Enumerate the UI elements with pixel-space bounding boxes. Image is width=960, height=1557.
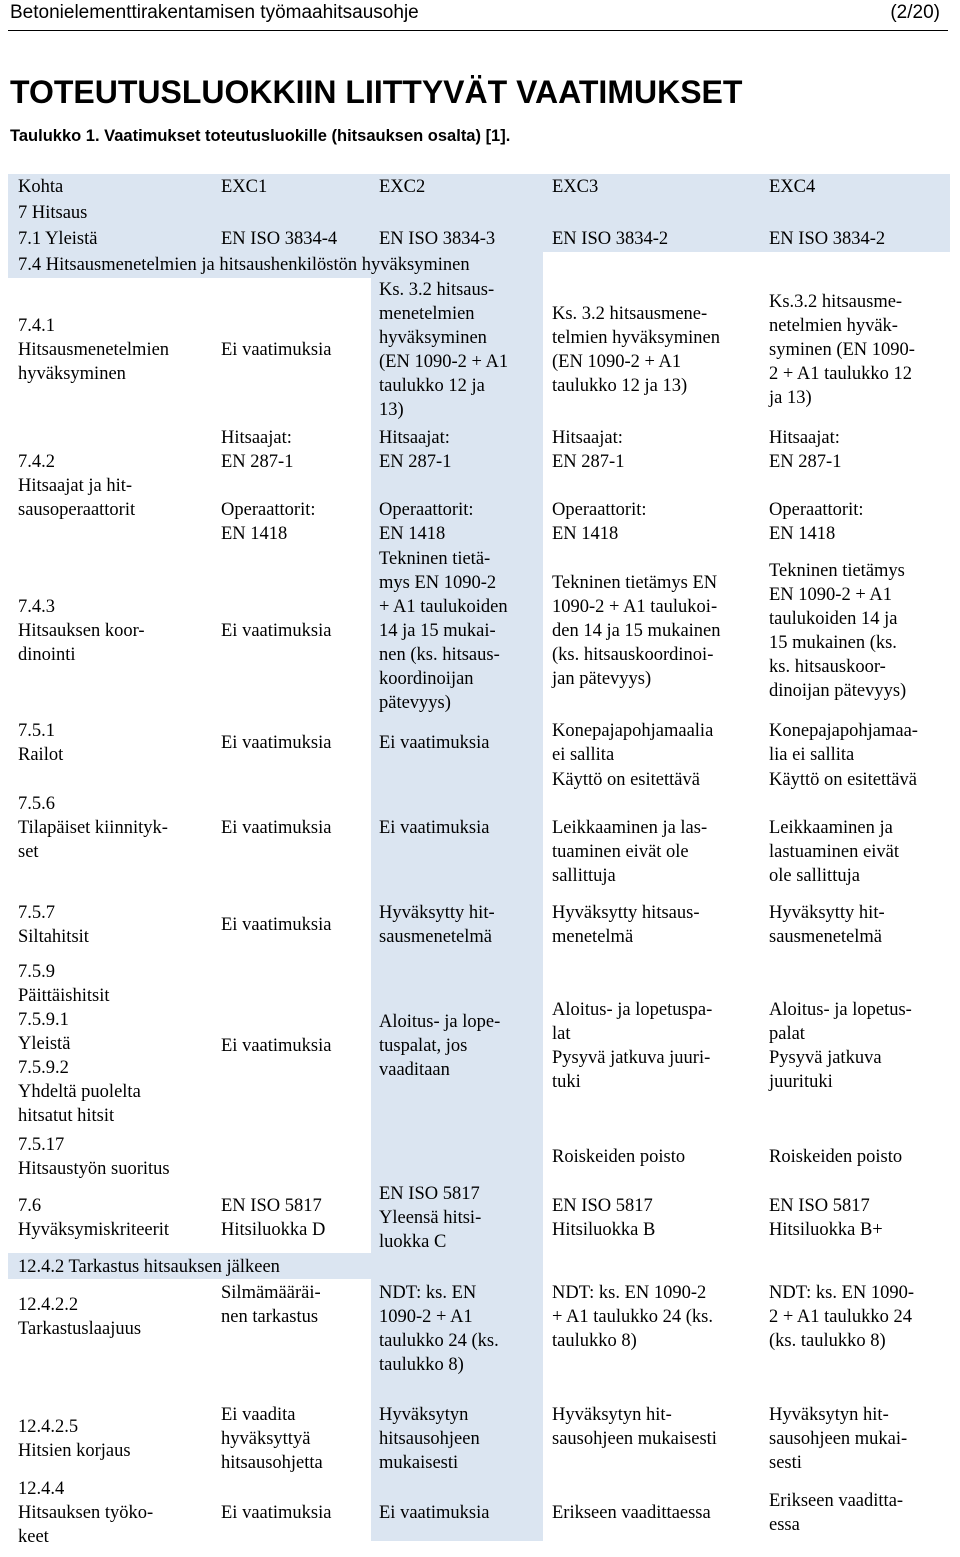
row-12-4-2-2-exc1: Silmämääräi- nen tarkastus: [221, 1283, 321, 1327]
row-7-4-2-exc1-operators: Operaattorit: EN 1418: [221, 500, 316, 544]
row-7-1-exc1: EN ISO 3834-4: [221, 229, 338, 249]
section-row-hitsaus: 7 Hitsaus: [18, 203, 88, 223]
row-12-4-2-2-exc2: NDT: ks. EN 1090-2 + A1 taulukko 24 (ks. taulukko 8): [379, 1283, 499, 1375]
row-7-5-1-exc4: Konepajapohjamaa- lia ei sallita: [769, 721, 918, 765]
row-7-4-3-exc4: Tekninen tietämys EN 1090-2 + A1 taulukoiden 14 ja 15 mukainen (ks. ks. hitsauskoor- dinoijan pätevyys): [769, 561, 907, 701]
document-title: Betonielementtirakentamisen työmaahitsausohje: [10, 2, 419, 23]
row-7-4-2-label: 7.4.2 Hitsaajat ja hit- sausoperaattorit: [18, 452, 136, 520]
column-header-exc3: EXC3: [552, 177, 599, 197]
row-7-4-1-exc1: Ei vaatimuksia: [221, 340, 332, 360]
row-7-4-3-exc2: Tekninen tietä- mys EN 1090-2 + A1 taulukoiden 14 ja 15 mukai- nen (ks. hitsaus- koordinoijan pätevyys): [379, 549, 508, 713]
row-7-1-exc3: EN ISO 3834-2: [552, 229, 669, 249]
row-7-5-6-exc2: Ei vaatimuksia: [379, 818, 490, 838]
row-7-4-3-label: 7.4.3 Hitsauksen koor- dinointi: [18, 597, 145, 665]
row-7-5-1-label: 7.5.1 Railot: [18, 721, 64, 765]
row-7-4-2-exc3-welders: Hitsaajat: EN 287-1: [552, 428, 625, 472]
row-7-5-9-exc4: Aloitus- ja lopetus- palat Pysyvä jatkuva juurituki: [769, 1000, 912, 1092]
row-7-5-7-exc1: Ei vaatimuksia: [221, 915, 332, 935]
column-header-kohta: Kohta: [18, 177, 64, 197]
header-rule: [8, 30, 948, 31]
row-7-6-exc1: EN ISO 5817 Hitsiluokka D: [221, 1196, 326, 1240]
row-7-5-7-label: 7.5.7 Siltahitsit: [18, 903, 89, 947]
running-header: [10, 2, 940, 28]
row-12-4-2-5-exc4: Hyväksytyn hit- sausohjeen mukai- sesti: [769, 1405, 908, 1473]
row-7-5-6-exc4-use: Käyttö on esitettävä: [769, 770, 917, 790]
row-7-4-2-exc2-welders: Hitsaajat: EN 287-1: [379, 428, 452, 472]
row-7-5-9-exc1: Ei vaatimuksia: [221, 1036, 332, 1056]
row-7-5-6-label: 7.5.6 Tilapäiset kiinnityk- set: [18, 794, 168, 862]
row-12-4-4-exc1: Ei vaatimuksia: [221, 1503, 332, 1523]
section-band-hitsaus: [8, 200, 950, 226]
row-7-6-exc2: EN ISO 5817 Yleensä hitsi- luokka C: [379, 1184, 482, 1252]
page-number: (2/20): [890, 2, 940, 23]
section-row-12-4-2: 12.4.2 Tarkastus hitsauksen jälkeen: [18, 1257, 280, 1277]
column-header-exc1: EXC1: [221, 177, 268, 197]
row-7-4-2-exc4-welders: Hitsaajat: EN 287-1: [769, 428, 842, 472]
row-7-4-1-exc2: Ks. 3.2 hitsaus- menetelmien hyväksyminen (EN 1090-2 + A1 taulukko 12 ja 13): [379, 280, 509, 420]
section-row-7-4: 7.4 Hitsausmenetelmien ja hitsaushenkilöstön hyväksyminen: [18, 255, 470, 275]
row-7-4-1-label: 7.4.1 Hitsausmenetelmien hyväksyminen: [18, 316, 170, 384]
row-12-4-4-label: 12.4.4 Hitsauksen työko- keet: [18, 1479, 154, 1547]
row-7-1-exc2: EN ISO 3834-3: [379, 229, 496, 249]
row-7-5-7-exc4: Hyväksytty hit- sausmenetelmä: [769, 903, 885, 947]
row-12-4-4-exc2: Ei vaatimuksia: [379, 1503, 490, 1523]
table-caption: Taulukko 1. Vaatimukset toteutusluokille (hitsauksen osalta) [1].: [10, 127, 511, 145]
row-7-5-1-exc3: Konepajapohjamaalia ei sallita: [552, 721, 714, 765]
row-7-6-exc3: EN ISO 5817 Hitsiluokka B: [552, 1196, 656, 1240]
row-7-5-1-exc1: Ei vaatimuksia: [221, 733, 332, 753]
row-7-4-2-exc2-operators: Operaattorit: EN 1418: [379, 500, 474, 544]
row-7-6-exc4: EN ISO 5817 Hitsiluokka B+: [769, 1196, 883, 1240]
row-7-5-9-exc3: Aloitus- ja lopetuspa- lat Pysyvä jatkuva juuri- tuki: [552, 1000, 713, 1092]
row-7-5-9-exc2: Aloitus- ja lope- tuspalat, jos vaaditaan: [379, 1012, 501, 1080]
row-12-4-2-5-exc2: Hyväksytyn hitsausohjeen mukaisesti: [379, 1405, 480, 1473]
row-7-1-exc4: EN ISO 3834-2: [769, 229, 886, 249]
row-7-5-6-exc3-cut: Leikkaaminen ja las- tuaminen eivät ole sallittuja: [552, 818, 708, 886]
row-7-4-2-exc3-operators: Operaattorit: EN 1418: [552, 500, 647, 544]
row-12-4-4-exc4: Erikseen vaaditta- essa: [769, 1491, 904, 1535]
row-7-5-9-label: 7.5.9 Päittäishitsit 7.5.9.1 Yleistä 7.5.9.2 Yhdeltä puolelta hitsatut hitsit: [18, 962, 141, 1126]
row-7-5-7-exc2: Hyväksytty hit- sausmenetelmä: [379, 903, 495, 947]
column-header-exc2: EXC2: [379, 177, 426, 197]
row-7-5-6-exc4-cut: Leikkaaminen ja lastuaminen eivät ole sallittuja: [769, 818, 899, 886]
row-7-4-3-exc3: Tekninen tietämys EN 1090-2 + A1 taulukoi- den 14 ja 15 mukainen (ks. hitsauskoordinoi- jan pätevyys): [552, 573, 721, 689]
row-7-5-6-exc1: Ei vaatimuksia: [221, 818, 332, 838]
row-12-4-4-exc3: Erikseen vaadittaessa: [552, 1503, 711, 1523]
row-7-6-label: 7.6 Hyväksymiskriteerit: [18, 1196, 170, 1240]
row-7-5-6-exc3-use: Käyttö on esitettävä: [552, 770, 700, 790]
row-7-5-7-exc3: Hyväksytty hitsaus- menetelmä: [552, 903, 700, 947]
row-12-4-2-5-exc1: Ei vaadita hyväksyttyä hitsausohjetta: [221, 1405, 323, 1473]
row-12-4-2-2-exc3: NDT: ks. EN 1090-2 + A1 taulukko 24 (ks. taulukko 8): [552, 1283, 713, 1351]
row-7-5-1-exc2: Ei vaatimuksia: [379, 733, 490, 753]
row-7-4-2-exc4-operators: Operaattorit: EN 1418: [769, 500, 864, 544]
row-7-5-17-exc3: Roiskeiden poisto: [552, 1147, 686, 1167]
row-12-4-2-2-label: 12.4.2.2 Tarkastuslaajuus: [18, 1295, 142, 1339]
row-7-5-17-exc4: Roiskeiden poisto: [769, 1147, 903, 1167]
row-12-4-2-5-exc3: Hyväksytyn hit- sausohjeen mukaisesti: [552, 1405, 717, 1449]
row-7-1-label: 7.1 Yleistä: [18, 229, 98, 249]
column-header-exc4: EXC4: [769, 177, 816, 197]
row-7-5-17-label: 7.5.17 Hitsaustyön suoritus: [18, 1135, 170, 1179]
row-7-4-2-exc1-welders: Hitsaajat: EN 287-1: [221, 428, 294, 472]
row-7-4-1-exc3: Ks. 3.2 hitsausmene- telmien hyväksyminen (EN 1090-2 + A1 taulukko 12 ja 13): [552, 304, 721, 396]
row-7-4-1-exc4: Ks.3.2 hitsausme- netelmien hyväk- syminen (EN 1090- 2 + A1 taulukko 12 ja 13): [769, 292, 915, 408]
row-12-4-2-2-exc4: NDT: ks. EN 1090- 2 + A1 taulukko 24 (ks. taulukko 8): [769, 1283, 915, 1351]
section-heading: TOTEUTUSLUOKKIIN LIITTYVÄT VAATIMUKSET: [10, 74, 743, 110]
row-12-4-2-5-label: 12.4.2.5 Hitsien korjaus: [18, 1417, 131, 1461]
row-7-4-3-exc1: Ei vaatimuksia: [221, 621, 332, 641]
